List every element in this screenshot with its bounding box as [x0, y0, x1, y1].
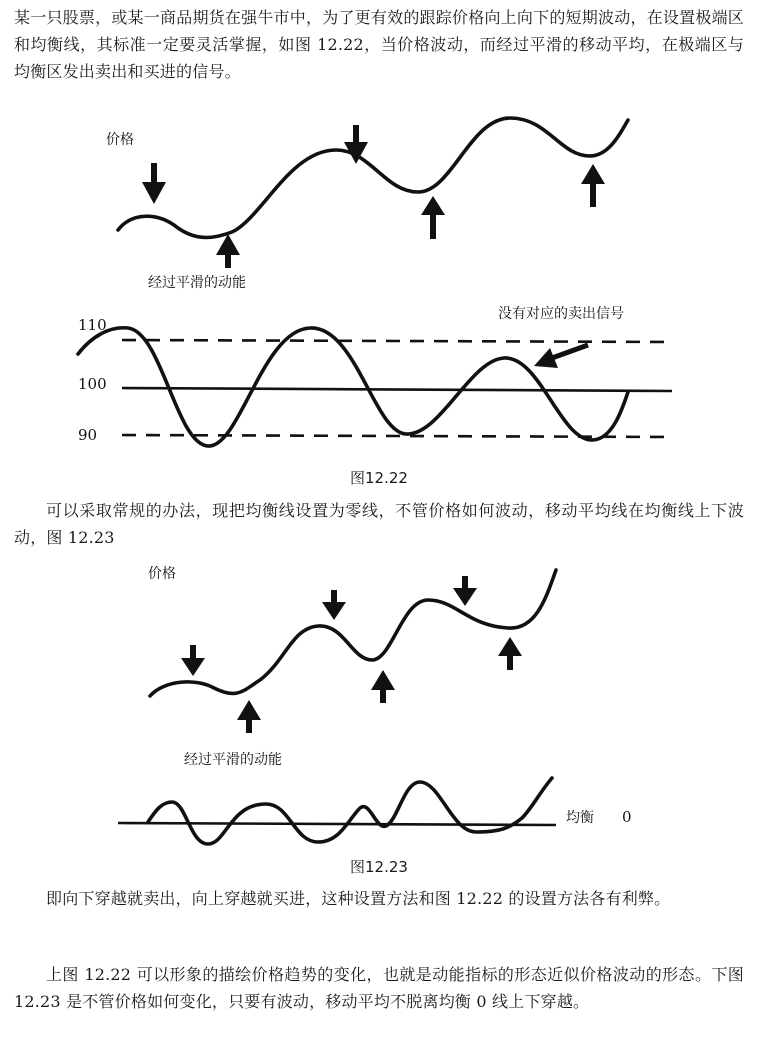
balance-label: 均衡	[566, 810, 594, 826]
price-curve	[150, 570, 556, 696]
oscillator-curve	[148, 778, 552, 844]
balance-zero-line	[118, 823, 556, 825]
down-arrow-icon	[453, 576, 477, 606]
paragraph-intro: 某一只股票，或某一商品期货在强牛市中，为了更有效的跟踪价格向上向下的短期波动，在设置极端区和均衡线，其标准一定要灵活掌握，如图 12.22，当价格波动，而经过平滑的移动平均，在极端区与均衡区发出卖出和买进的信号。	[14, 8, 744, 81]
down-arrow-icon	[181, 645, 205, 676]
down-arrow-icon	[322, 590, 346, 620]
caption-12-22: 图12.22	[350, 469, 408, 487]
level-90: 90	[78, 426, 98, 444]
up-arrow-icon	[498, 637, 522, 670]
up-arrow-icon	[371, 670, 395, 703]
momentum-label: 经过平滑的动能	[148, 275, 246, 291]
price-label: 价格	[148, 566, 176, 582]
paragraph-comparison: 上图 12.22 可以形象的描绘价格趋势的变化，也就是动能指标的形态近似价格波动的形态。下图 12.23 是不管价格如何变化，只要有波动，移动平均不脱离均衡 0 线上下穿越。	[14, 965, 744, 1011]
paragraph-zero-line: 可以采取常规的办法，现把均衡线设置为零线，不管价格如何波动，移动平均线在均衡线上下波动，图 12.23	[14, 501, 744, 547]
caption-12-23: 图12.23	[350, 858, 408, 876]
up-arrow-icon	[237, 700, 261, 733]
zero-label: 0	[622, 808, 632, 826]
annotation-label: 没有对应的卖出信号	[498, 306, 624, 322]
level-100: 100	[78, 375, 107, 393]
price-label: 价格	[106, 132, 134, 148]
momentum-label: 经过平滑的动能	[184, 752, 282, 768]
level-110: 110	[78, 316, 107, 334]
paragraph-crossing: 即向下穿越就卖出，向上穿越就买进，这种设置方法和图 12.22 的设置方法各有利弊。	[46, 889, 671, 908]
